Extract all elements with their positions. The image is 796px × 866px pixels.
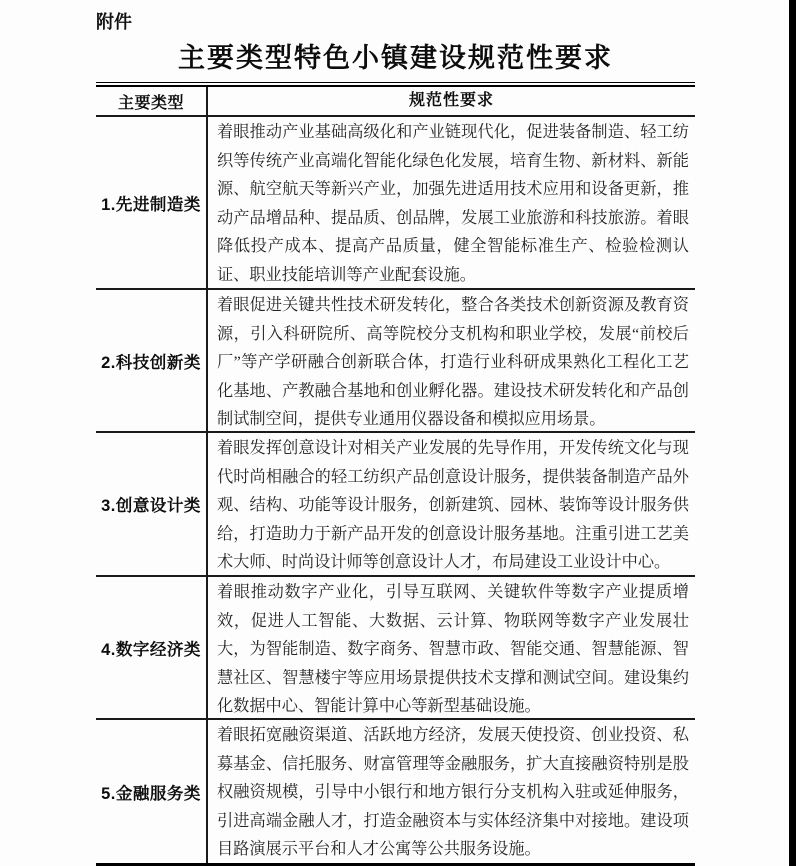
table-row [96, 117, 695, 290]
row-type-label: 3.创意设计类 [96, 433, 208, 575]
table-header-row [96, 87, 695, 117]
row-type-label: 1.先进制造类 [96, 117, 208, 288]
table-top-rule [96, 82, 695, 83]
row-requirement-text: 着眼促进关键共性技术研发转化，整合各类技术创新资源及教育资源，引入科研院所、高等院校分支机构和职业学校，发展“前校后厂”等产学研融合创新联合体，打造行业科研成果熟化工程化工艺化基地、产教融合基地和创业孵化器。建设技术研发转化和产品创制试制空间，提供专业通用仪器设备和模拟应用场景。 [217, 296, 689, 429]
row-type-label: 5.金融服务类 [96, 720, 208, 863]
row-requirement-text: 着眼发挥创意设计对相关产业发展的先导作用，开发传统文化与现代时尚相融合的轻工纺织产品创意设计服务，提供装备制造产品外观、结构、功能等设计服务，创新建筑、园林、装饰等设计服务供给，打造助力于新产品开发的创意设计服务基地。注重引进工艺美术大师、时尚设计师等创意设计人才，布局建设工业设计中心。 [217, 439, 689, 572]
page-title: 主要类型特色小镇建设规范性要求 [178, 43, 613, 73]
row-type-label: 4.数字经济类 [96, 577, 208, 718]
requirements-table [96, 82, 695, 866]
column-header-type: 主要类型 [96, 87, 208, 115]
attachment-label: 附件 [96, 12, 132, 32]
table-row [96, 720, 695, 863]
column-header-requirement: 规范性要求 [408, 91, 494, 109]
row-requirement-text: 着眼推动数字产业化，引导互联网、关键软件等数字产业提质增效，促进人工智能、大数据、云计算、物联网等数字产业发展壮大，为智能制造、数字商务、智慧市政、智能交通、智慧能源、智慧社区、智慧楼宇等应用场景提供技术支撑和测试空间。建设集约化数据中心、智能计算中心等新型基础设施。 [217, 583, 689, 716]
scan-edge-artifact [789, 0, 796, 866]
table-row [96, 290, 695, 433]
table-row [96, 577, 695, 720]
table-row [96, 433, 695, 577]
row-requirement-text: 着眼推动产业基础高级化和产业链现代化，促进装备制造、轻工纺织等传统产业高端化智能化绿色化发展，培育生物、新材料、新能源、航空航天等新兴产业，加强先进适用技术应用和设备更新，推动产品增品种、提品质、创品牌，发展工业旅游和科技旅游。着眼降低投产成本、提高产品质量，健全智能标准生产、检验检测认证、职业技能培训等产业配套设施。 [217, 123, 689, 284]
row-requirement-text: 着眼拓宽融资渠道、活跃地方经济，发展天使投资、创业投资、私募基金、信托服务、财富管理等金融服务，扩大直接融资特别是股权融资规模，引导中小银行和地方银行分支机构入驻或延伸服务，引进高端金融人才，打造金融资本与实体经济集中对接地。建设项目路演展示平台和人才公寓等公共服务设施。 [217, 726, 689, 859]
row-type-label: 2.科技创新类 [96, 290, 208, 431]
